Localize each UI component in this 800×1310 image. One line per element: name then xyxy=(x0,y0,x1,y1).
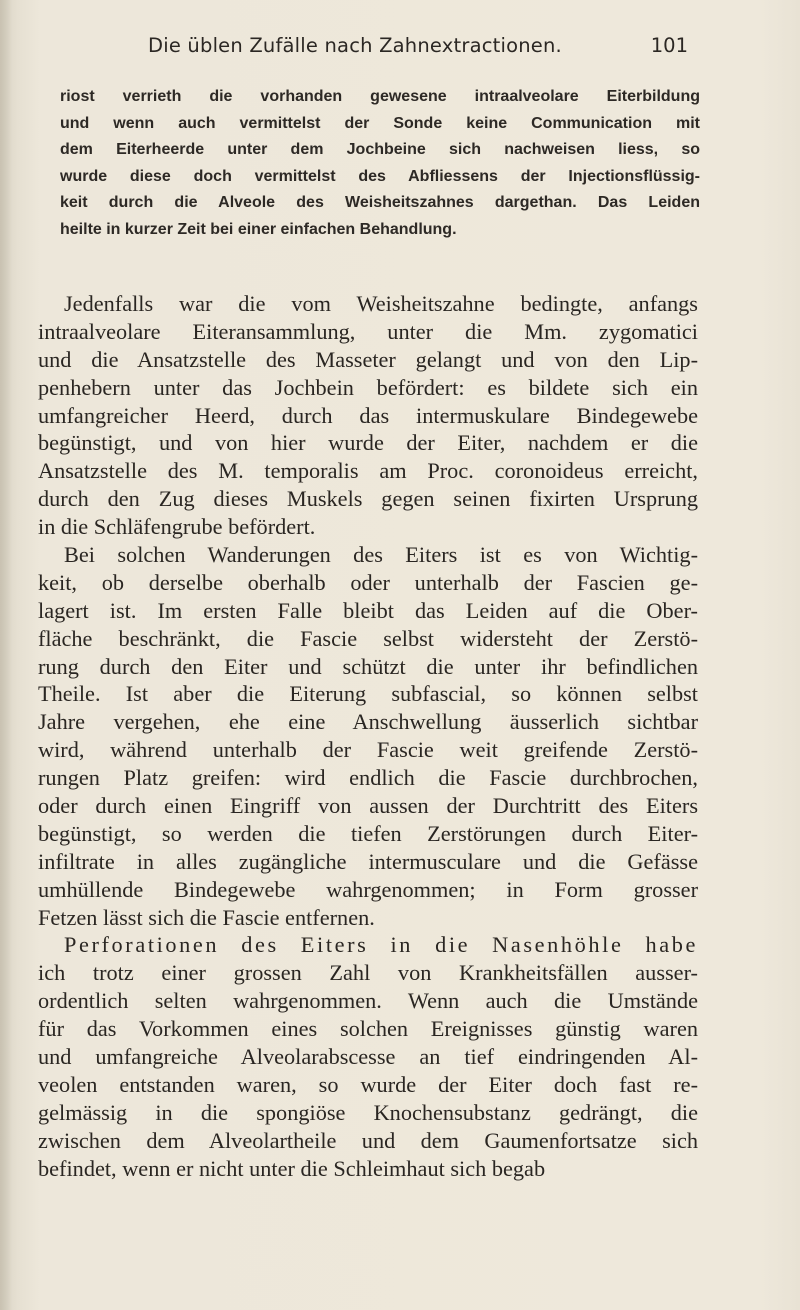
paragraph-first-line: Perforationen des Eiters in die Nasenhöhle habe xyxy=(64,932,698,958)
text-line: umfangreicher Heerd, durch das intermuskulare Bindegewebe xyxy=(38,402,698,428)
text-line: befindet, wenn er nicht unter die Schleimhaut sich begab xyxy=(38,1155,546,1181)
text-line: wird, während unterhalb der Fascie weit greifende Zerstö- xyxy=(38,737,698,763)
text-line: ordentlich selten wahrgenommen. Wenn auch die Umstände xyxy=(38,988,698,1014)
text-line: für das Vorkommen eines solchen Ereignisses günstig waren xyxy=(38,1016,698,1042)
paragraph-first-line: Bei solchen Wanderungen des Eiters ist es von Wichtig- xyxy=(64,542,698,568)
text-line: penhebern unter das Jochbein befördert: es bildete sich ein xyxy=(38,374,698,400)
text-line: ich trotz einer grossen Zahl von Krankheitsfällen ausser- xyxy=(38,960,698,986)
text-line: heilte in kurzer Zeit bei einer einfachen Behandlung. xyxy=(60,220,457,238)
text-line: Jahre vergehen, ehe eine Anschwellung äusserlich sichtbar xyxy=(38,709,698,735)
text-line: riost verrieth die vorhanden gewesene intraalveolare Eiterbildung xyxy=(60,88,700,105)
text-line: Theile. Ist aber die Eiterung subfascial, so können selbst xyxy=(38,681,698,707)
text-line: infiltrate in alles zugängliche intermusculare und die Gefässe xyxy=(38,848,698,874)
text-line: und umfangreiche Alveolarabscesse an tief eindringenden Al- xyxy=(38,1044,698,1070)
text-line: zwischen dem Alveolartheile und dem Gaumenfortsatze sich xyxy=(38,1127,698,1153)
text-line: Ansatzstelle des M. temporalis am Proc. coronoideus erreicht, xyxy=(38,458,698,484)
running-header xyxy=(148,34,688,66)
text-line: durch den Zug dieses Muskels gegen seinen fixirten Ursprung xyxy=(38,486,698,512)
text-line: rung durch den Eiter und schützt die unter ihr befindlichen xyxy=(38,653,698,679)
text-line: veolen entstanden waren, so wurde der Eiter doch fast re- xyxy=(38,1071,698,1097)
running-title: Die üblen Zufälle nach Zahnextractionen. xyxy=(148,34,562,57)
text-line: begünstigt, so werden die tiefen Zerstörungen durch Eiter- xyxy=(38,820,698,846)
text-line: Fetzen lässt sich die Fascie entfernen. xyxy=(38,904,375,930)
paragraph-first-line: Jedenfalls war die vom Weisheitszahne bedingte, anfangs xyxy=(64,291,698,316)
text-line: intraalveolare Eiteransammlung, unter die Mm. zygomatici xyxy=(38,318,698,344)
body-text xyxy=(38,290,698,1183)
text-line: begünstigt, und von hier wurde der Eiter, nachdem er die xyxy=(38,430,698,456)
text-line: oder durch einen Eingriff von aussen der Durchtritt des Eiters xyxy=(38,793,698,819)
small-print-paragraph xyxy=(60,84,700,243)
text-line: rungen Platz greifen: wird endlich die Fascie durchbrochen, xyxy=(38,765,698,791)
binding-shadow xyxy=(0,0,12,1310)
text-line: keit, ob derselbe oberhalb oder unterhalb der Fascien ge- xyxy=(38,569,698,595)
page-number: 101 xyxy=(650,34,688,57)
text-line: wurde diese doch vermittelst des Abfliessens der Injectionsflüssig- xyxy=(60,167,700,185)
text-line: dem Eiterheerde unter dem Jochbeine sich nachweisen liess, so xyxy=(60,141,700,158)
text-line: gelmässig in die spongiöse Knochensubstanz gedrängt, die xyxy=(38,1099,698,1125)
text-line: fläche beschränkt, die Fascie selbst widersteht der Zerstö- xyxy=(38,625,698,651)
text-line: lagert ist. Im ersten Falle bleibt das Leiden auf die Ober- xyxy=(38,597,698,623)
text-line: umhüllende Bindegewebe wahrgenommen; in Form grosser xyxy=(38,876,698,902)
text-line: keit durch die Alveole des Weisheitszahnes dargethan. Das Leiden xyxy=(60,194,700,211)
text-line: und die Ansatzstelle des Masseter gelangt und von den Lip- xyxy=(38,346,698,372)
text-line: in die Schläfengrube befördert. xyxy=(38,514,316,540)
text-line: und wenn auch vermittelst der Sonde keine Communication mit xyxy=(60,114,700,132)
